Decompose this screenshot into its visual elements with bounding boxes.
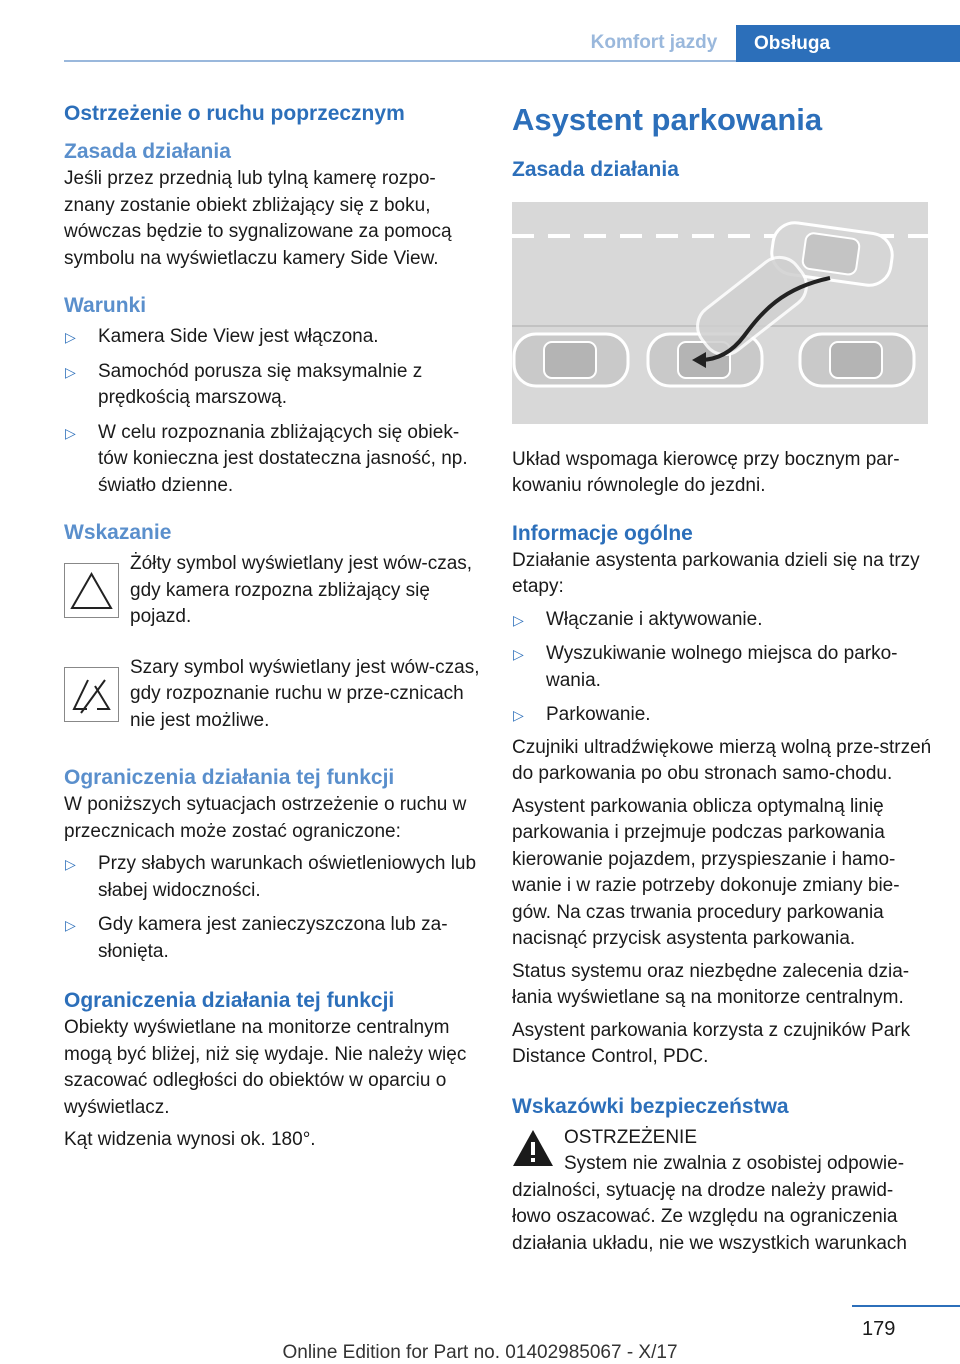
triangle-bullet-icon: ▷ bbox=[513, 646, 524, 662]
angle-text: Kąt widzenia wynosi ok. 180°. bbox=[64, 1129, 316, 1150]
list-item: ▷ W celu rozpoznania zbliżających się obiek‐tów konieczna jest dostateczna jasność, np. światło dzienne. bbox=[65, 421, 468, 496]
footer-rule bbox=[852, 1305, 960, 1307]
indication-grey-text: Szary symbol wyświetlany jest wów‐czas, gdy rozpoznanie ruchu w prze‐cznicach nie jest możliwe. bbox=[130, 656, 480, 731]
warning-label: OSTRZEŻENIE bbox=[564, 1126, 698, 1148]
indication-grey-row bbox=[64, 655, 484, 735]
crossed-triangle-icon bbox=[64, 667, 119, 722]
page-number: 179 bbox=[862, 1318, 896, 1340]
list-item: ▷ Przy słabych warunkach oświetleniowych lub słabej widoczności. bbox=[65, 853, 477, 901]
right-column bbox=[512, 100, 932, 1257]
general-text: Działanie asystenta parkowania dzieli się na trzy etapy: bbox=[512, 549, 920, 597]
triangle-bullet-icon: ▷ bbox=[65, 856, 76, 872]
heading-conditions: Warunki bbox=[64, 294, 147, 317]
list-item: ▷ Parkowanie. bbox=[512, 702, 932, 729]
triangle-bullet-icon: ▷ bbox=[513, 611, 524, 628]
list-item: ▷ Gdy kamera jest zanieczyszczona lub za‐słonięta. bbox=[65, 914, 448, 962]
heading-indication: Wskazanie bbox=[64, 521, 172, 544]
principle-text: Jeśli przez przednią lub tylną kamerę rozpo‐znany zostanie obiekt zbliżający się z boku, wówczas będzie to sygnalizowane za pomocą symbolu na wyświetlaczu kamery Side View. bbox=[64, 168, 452, 269]
indication-yellow-row bbox=[64, 551, 484, 631]
list-item: ▷ Kamera Side View jest włączona. bbox=[64, 324, 484, 351]
page-title: Asystent parkowania bbox=[512, 102, 823, 137]
header-section-tab[interactable]: Komfort jazdy bbox=[590, 32, 718, 53]
warning-text: System nie zwalnia z osobistej odpowie‐dzialności, sytuację na drodze należy prawid‐łowo oszacować. Ze względu na ograniczenia działania układu, nie we wszystkich warunkach bbox=[512, 1153, 907, 1254]
parallel-parking-illustration bbox=[512, 202, 928, 424]
list-item: ▷ Samochód porusza się maksymalnie z prędkością marszową. bbox=[65, 360, 423, 408]
triangle-bullet-icon: ▷ bbox=[65, 329, 76, 345]
assistant-text: Asystent parkowania oblicza optymalną linię parkowania i przejmuje podczas parkowania kierowanie pojazdem, przyspieszanie i hamo‐wanie i w razie potrzeby dokonuje zmiany bie‐gów. Na czas trwania procedury parkowania nacisnąć przycisk asystenta parkowania. bbox=[512, 795, 900, 949]
limits-1-text: W poniższych sytuacjach ostrzeżenie o ruchu w przecznicach może zostać ograniczone: bbox=[64, 794, 467, 842]
limits-2-text: Obiekty wyświetlane na monitorze centralnym mogą być bliżej, niż się wydaje. Nie należy więc szacować odległości do obiektów w oparciu o wyświetlacz. bbox=[64, 1017, 467, 1118]
conditions-list bbox=[64, 324, 484, 499]
heading-general: Informacje ogólne bbox=[512, 521, 693, 545]
edition-footer: Online Edition for Part no. 01402985067 - X/17 bbox=[282, 1342, 678, 1363]
warning-triangle-icon bbox=[64, 563, 119, 618]
heading-principle: Zasada działania bbox=[64, 140, 231, 163]
limits-1-list bbox=[64, 851, 484, 965]
indication-yellow-text: Żółty symbol wyświetlany jest wów‐czas, gdy kamera rozpozna zbliżający się pojazd. bbox=[130, 553, 473, 627]
sensors-text: Czujniki ultradźwiękowe mierzą wolną prze‐strzeń do parkowania po obu stronach samo‐chodu. bbox=[512, 736, 932, 784]
stages-list bbox=[512, 607, 932, 729]
parking-principle-text: Układ wspomaga kierowcę przy bocznym par‐kowaniu równolegle do jezdni. bbox=[512, 448, 900, 496]
triangle-bullet-icon: ▷ bbox=[65, 424, 76, 441]
left-column bbox=[64, 100, 484, 1154]
status-text: Status systemu oraz niezbędne zalecenia dzia‐łania wyświetlane są na monitorze centralnym. bbox=[512, 960, 910, 1008]
section-title-cross-traffic: Ostrzeżenie o ruchu poprzecznym bbox=[64, 102, 405, 125]
pdc-text: Asystent parkowania korzysta z czujników Park Distance Control, PDC. bbox=[512, 1019, 911, 1067]
heading-safety: Wskazówki bezpieczeństwa bbox=[512, 1094, 789, 1118]
heading-principle-parking: Zasada działania bbox=[512, 158, 679, 181]
list-item: ▷ Wyszukiwanie wolnego miejsca do parko‐wania. bbox=[513, 643, 898, 691]
heading-limits-1: Ograniczenia działania tej funkcji bbox=[64, 766, 395, 789]
heading-limits-2: Ograniczenia działania tej funkcji bbox=[64, 989, 395, 1012]
triangle-bullet-icon: ▷ bbox=[65, 917, 76, 933]
list-item: ▷ Włączanie i aktywowanie. bbox=[512, 607, 932, 634]
triangle-bullet-icon: ▷ bbox=[65, 363, 76, 380]
triangle-bullet-icon: ▷ bbox=[513, 707, 524, 723]
warning-icon bbox=[512, 1129, 554, 1167]
header-chapter-tab[interactable]: Obsługa bbox=[736, 25, 960, 62]
warning-block bbox=[512, 1125, 932, 1152]
